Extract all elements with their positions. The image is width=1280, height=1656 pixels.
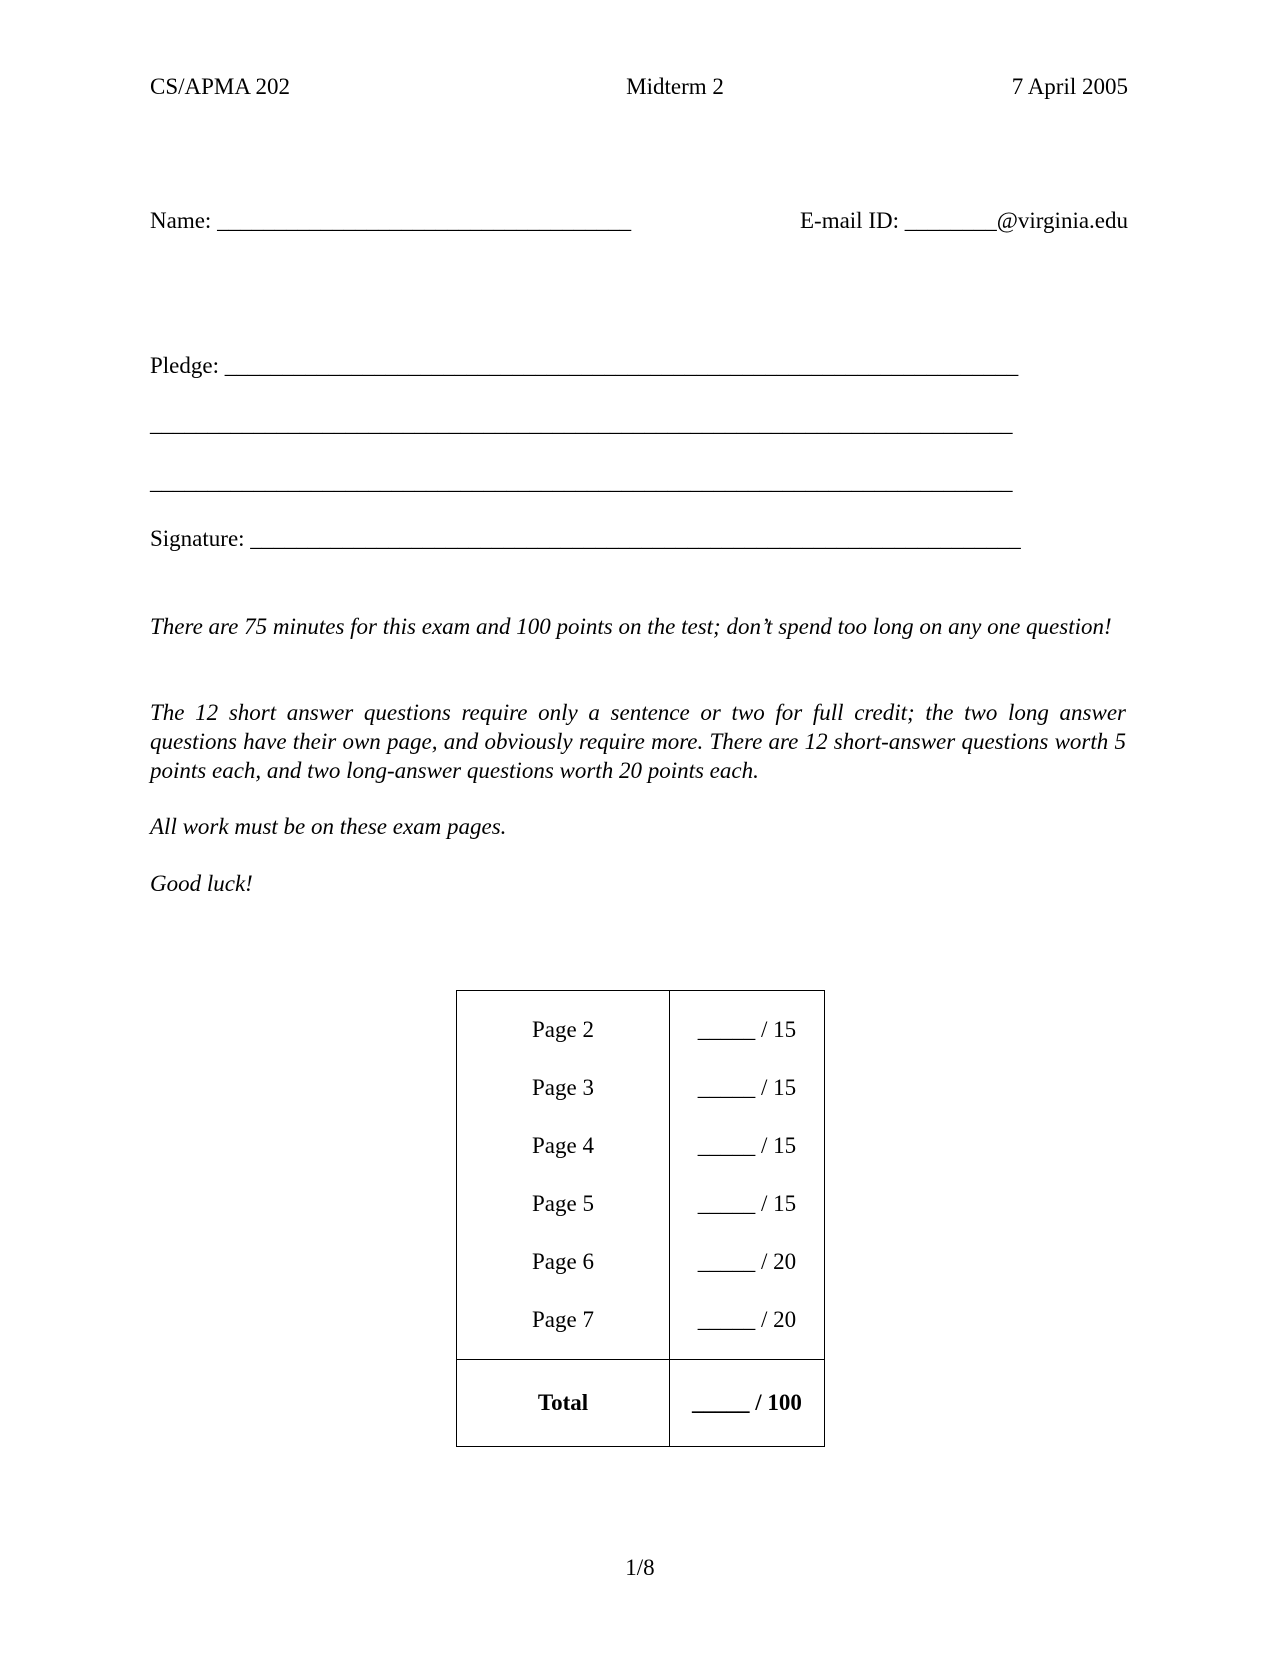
signature-field[interactable] [150, 526, 1021, 552]
instruction-time: There are 75 minutes for this exam and 100 points on the test; don’t spend too long on any one question! [150, 614, 1112, 639]
score-row-label: Page 4 [457, 1117, 670, 1175]
score-row-label: Page 3 [457, 1059, 670, 1117]
pledge-line-2[interactable]: ___________________________________________________________________________ [150, 411, 1013, 436]
score-row-label: Page 5 [457, 1175, 670, 1233]
score-row-label: Page 7 [457, 1291, 670, 1360]
score-row-label: Page 6 [457, 1233, 670, 1291]
score-row-value[interactable]: _____ / 15 [670, 1059, 825, 1117]
pledge-field[interactable] [150, 353, 1018, 379]
pledge-line-3[interactable]: ___________________________________________________________________________ [150, 469, 1013, 494]
course-code: CS/APMA 202 [150, 74, 290, 99]
name-field[interactable] [150, 208, 631, 234]
exam-date: 7 April 2005 [1011, 74, 1128, 99]
total-score[interactable]: _____ / 100 [670, 1360, 825, 1447]
instruction-work: All work must be on these exam pages. [150, 814, 507, 839]
score-row-value[interactable]: _____ / 15 [670, 1175, 825, 1233]
score-table [456, 990, 825, 1447]
page-number: 1/8 [625, 1555, 655, 1580]
name-blank[interactable]: ____________________________________ [217, 208, 632, 233]
pledge-blank[interactable]: _____________________________________________________________________ [224, 353, 1019, 378]
score-row-value[interactable]: _____ / 15 [670, 991, 825, 1060]
score-row-value[interactable]: _____ / 20 [670, 1291, 825, 1360]
table-row [457, 1233, 825, 1291]
score-row-label: Page 2 [457, 991, 670, 1060]
table-row [457, 991, 825, 1060]
score-row-value[interactable]: _____ / 20 [670, 1233, 825, 1291]
instruction-questions: The 12 short answer questions require only a sentence or two for full credit; the two long answer questions have their own page, and obviously require more. There are 12 short-answer questions worth 5 points each, and two long-answer questions worth 20 points each. [150, 700, 1126, 783]
table-row [457, 1059, 825, 1117]
email-label: E-mail ID: [799, 208, 899, 233]
signature-blank[interactable]: ___________________________________________________________________ [250, 526, 1021, 551]
instruction-good-luck: Good luck! [150, 871, 253, 896]
email-field[interactable] [800, 208, 1128, 234]
table-row [457, 1291, 825, 1360]
pledge-label: Pledge: [150, 353, 219, 378]
exam-title: Midterm 2 [626, 74, 724, 99]
email-blank[interactable]: ________@virginia.edu [904, 208, 1128, 233]
table-row [457, 1175, 825, 1233]
table-row [457, 1117, 825, 1175]
signature-label: Signature: [150, 526, 245, 551]
total-label: Total [457, 1360, 670, 1447]
total-row [457, 1360, 825, 1447]
score-row-value[interactable]: _____ / 15 [670, 1117, 825, 1175]
name-label: Name: [150, 208, 212, 233]
